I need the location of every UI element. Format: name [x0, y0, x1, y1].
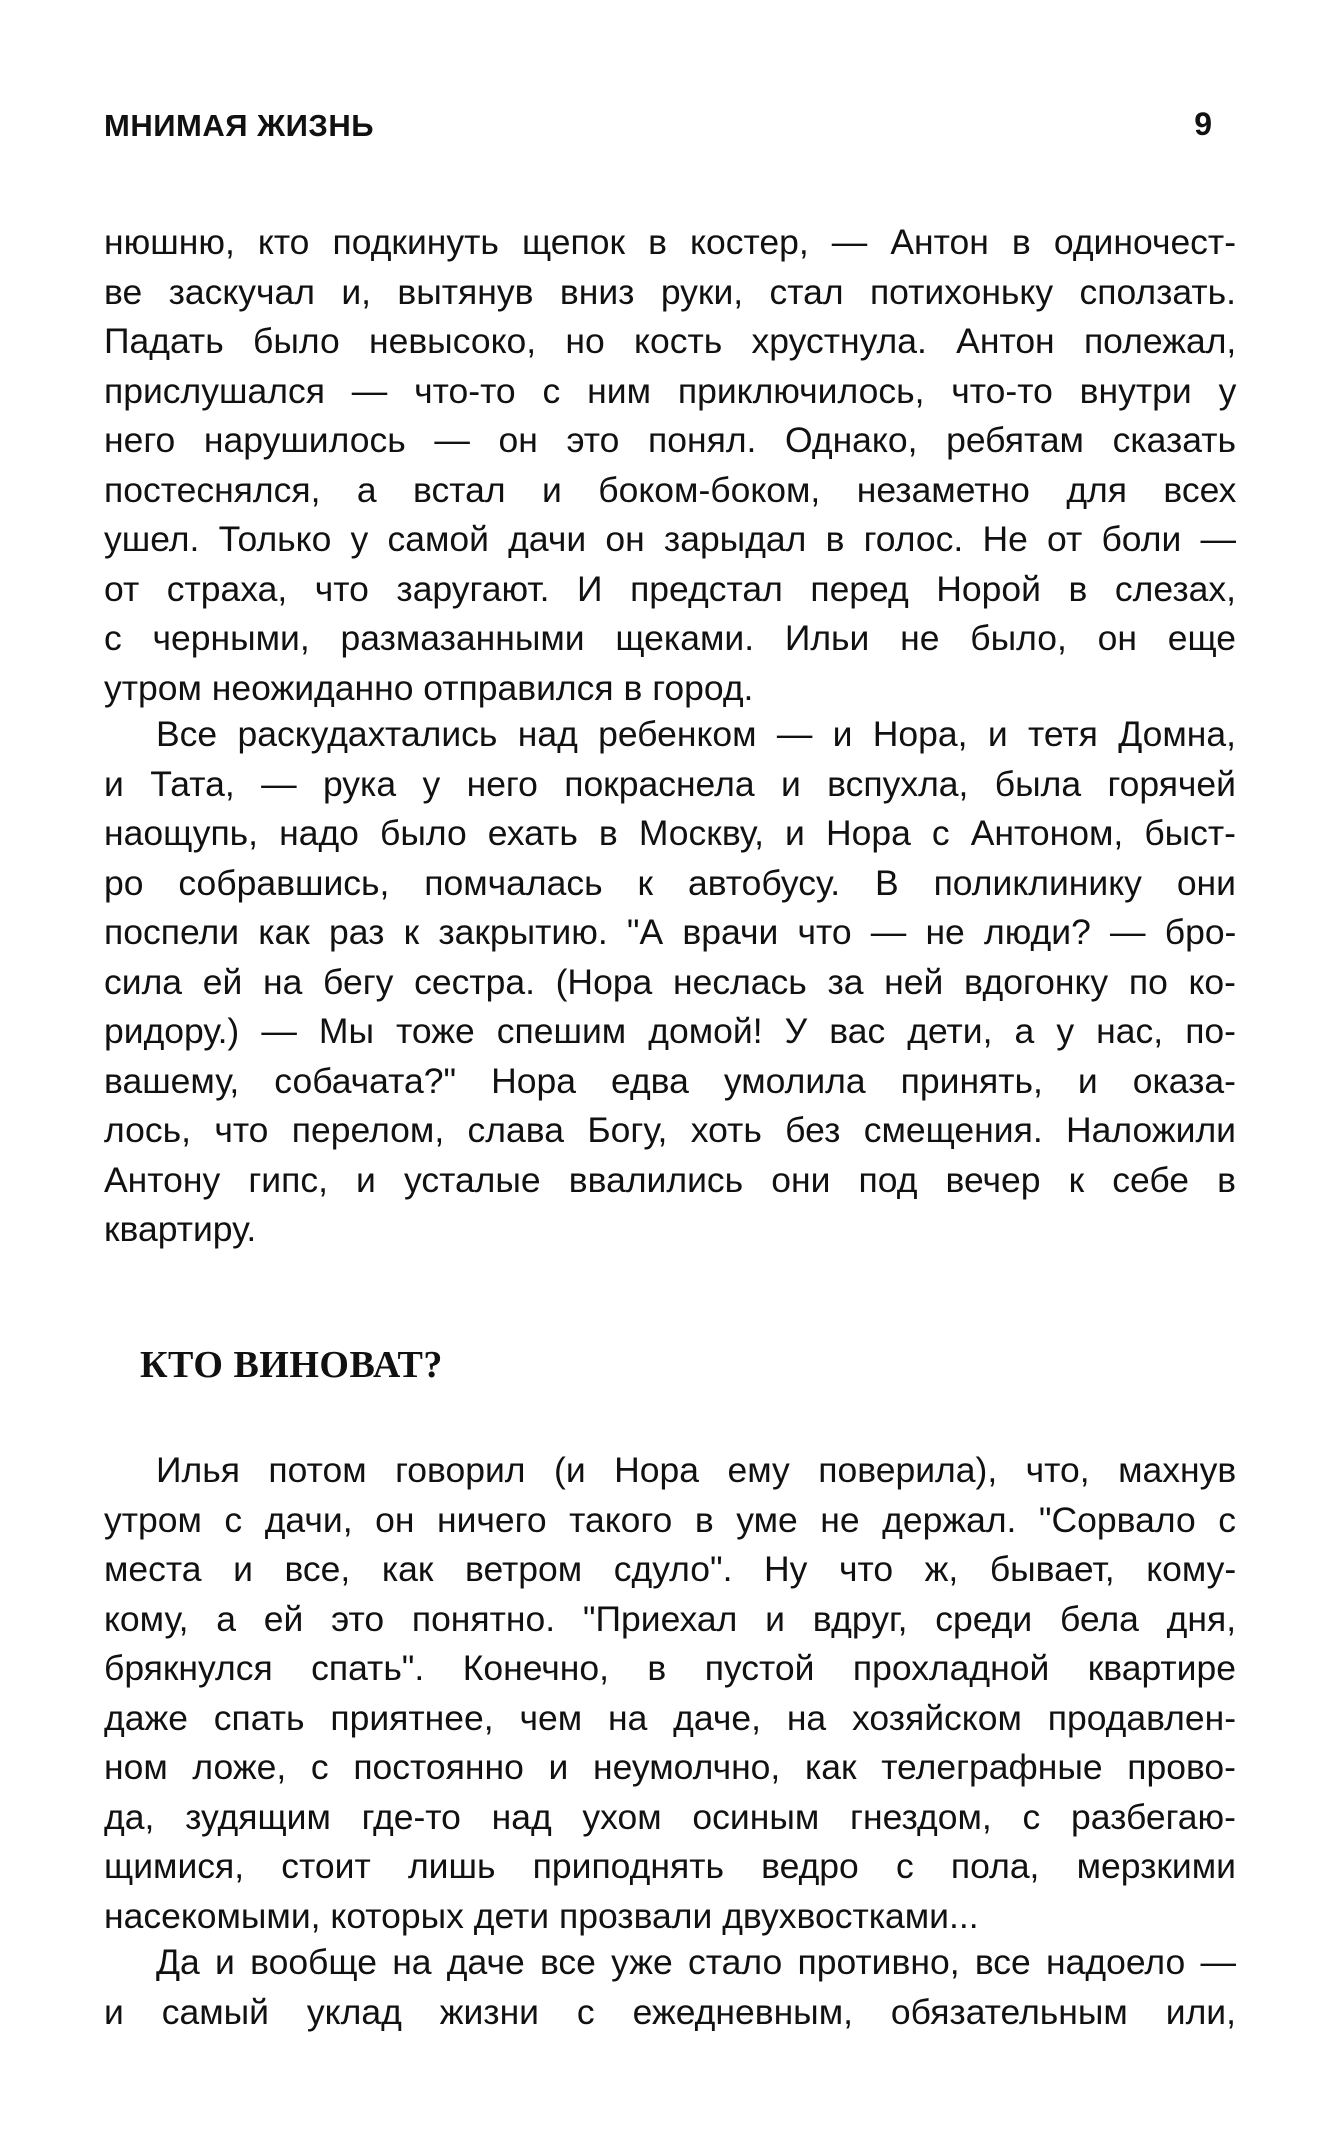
paragraph-3 — [104, 1446, 1236, 1941]
paragraph-4 — [104, 1938, 1236, 2037]
text-line: утром неожиданно отправился в город. — [104, 667, 754, 708]
text-line: квартиру. — [104, 1209, 257, 1249]
text-line: даже спать приятнее, чем на даче, на хозяйском продавлен- — [104, 1697, 1237, 1738]
text-line: лось, что перелом, слава Богу, хоть без смещения. Наложили — [104, 1110, 1237, 1150]
text-line: постеснялся, а встал и боком-боком, незаметно для всех — [104, 469, 1237, 510]
text-line: Все раскудахтались над ребенком — и Нора, и тетя Домна, — [156, 714, 1236, 754]
page-number: 9 — [1194, 106, 1212, 142]
text-line: Падать было невысоко, но кость хрустнула. Антон полежал, — [104, 321, 1237, 361]
text-line: прислушался — что-то с ним приключилось, что-то внутри у — [104, 370, 1237, 411]
text-line: наощупь, надо было ехать в Москву, и Нора с Антоном, быст- — [104, 813, 1236, 853]
text-line: щимися, стоит лишь приподнять ведро с пола, мерзкими — [104, 1846, 1236, 1886]
text-line: поспели как раз к закрытию. "А врачи что — не люди? — бро- — [104, 912, 1237, 952]
text-line: него нарушилось — он это понял. Однако, ребятам сказать — [104, 420, 1236, 460]
text-line: кому, а ей это понятно. "Приехал и вдруг, среди бела дня, — [104, 1598, 1237, 1639]
text-line: вашему, собачата?" Нора едва умолила принять, и оказа- — [104, 1060, 1236, 1101]
text-line: ро собравшись, помчалась к автобусу. В поликлинику они — [104, 862, 1236, 903]
text-line: с черными, размазанными щеками. Ильи не было, он еще — [104, 618, 1236, 658]
section-title: КТО ВИНОВАТ? — [140, 1344, 443, 1386]
paragraph-1 — [104, 218, 1236, 713]
text-line: и самый уклад жизни с ежедневным, обязательным или, — [104, 1991, 1236, 2032]
text-line: ном ложе, с постоянно и неумолчно, как телеграфные прово- — [104, 1747, 1236, 1787]
paragraph-2 — [104, 710, 1236, 1255]
text-line: Илья потом говорил (и Нора ему поверила), что, махнув — [156, 1450, 1237, 1490]
text-line: сила ей на бегу сестра. (Нора неслась за ней вдогонку по ко- — [104, 961, 1236, 1002]
text-line: Антону гипс, и усталые ввалились они под вечер к себе в — [104, 1159, 1236, 1200]
text-line: насекомыми, которых дети прозвали двухвостками... — [104, 1895, 979, 1936]
text-line: ридору.) — Мы тоже спешим домой! У вас дети, а у нас, по- — [104, 1011, 1236, 1051]
text-line: да, зудящим где-то над ухом осиным гнездом, с разбегаю- — [104, 1796, 1236, 1837]
text-line: и Тата, — рука у него покраснела и вспухла, была горячей — [104, 763, 1236, 804]
text-line: брякнулся спать". Конечно, в пустой прохладной квартире — [104, 1648, 1236, 1688]
text-line: Да и вообще на даче все уже стало противно, все надоело — — [156, 1942, 1236, 1982]
text-line: утром с дачи, он ничего такого в уме не держал. "Сорвало с — [104, 1499, 1236, 1540]
running-head: МНИМАЯ ЖИЗНЬ — [104, 108, 374, 143]
text-line: ушел. Только у самой дачи он зарыдал в голос. Не от боли — — [104, 519, 1236, 559]
text-line: от страха, что заругают. И предстал перед Норой в слезах, — [104, 568, 1236, 609]
text-line: ве заскучал и, вытянув вниз руки, стал потихоньку сползать. — [104, 271, 1236, 312]
text-line: места и все, как ветром сдуло". Ну что ж, бывает, кому- — [104, 1549, 1237, 1589]
text-line: нюшню, кто подкинуть щепок в костер, — Антон в одиночест- — [104, 222, 1237, 262]
